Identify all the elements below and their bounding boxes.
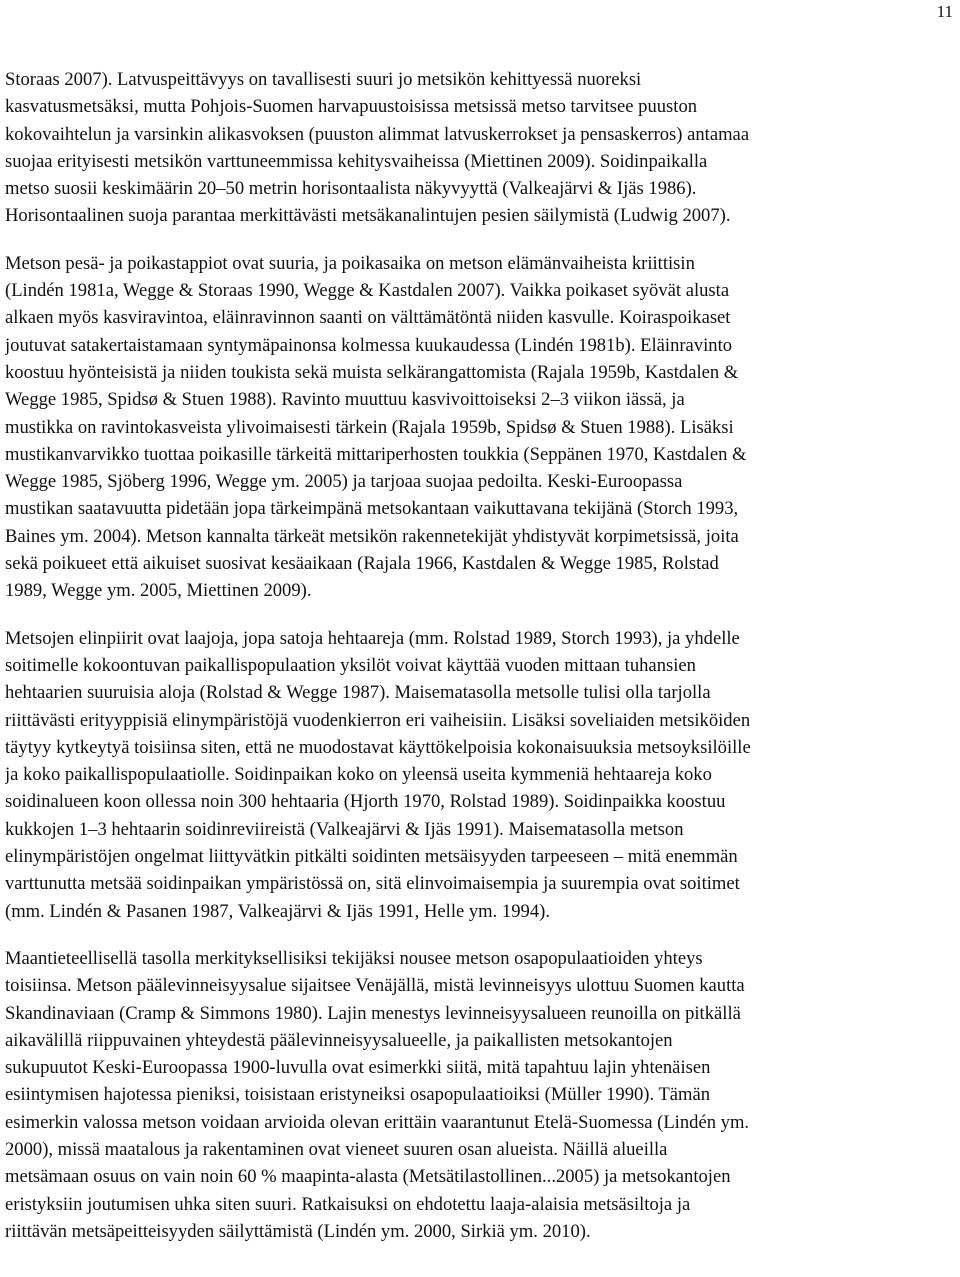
text-line: 1989, Wegge ym. 2005, Miettinen 2009). [5, 580, 312, 602]
text-line: (Lindén 1981a, Wegge & Storaas 1990, Wegge & Kastdalen 2007). Vaikka poikaset syövät alusta [5, 280, 730, 302]
text-line: riittävän metsäpeitteisyyden säilyttämistä (Lindén ym. 2000, Sirkiä ym. 2010). [5, 1220, 591, 1242]
text-line: Horisontaalinen suoja parantaa merkittävästi metsäkanalintujen pesien säilymistä (Ludwig 2007). [5, 205, 731, 227]
text-line: suojaa erityisesti metsikön varttuneemmissa kehitysvaiheissa (Miettinen 2009). Soidinpaikalla [5, 150, 708, 172]
text-line: mustikanvarvikko tuottaa poikasille tärkeitä mittariperhosten toukkia (Seppänen 1970, Kastdalen & [5, 443, 747, 465]
text-line: Metson pesä- ja poikastappiot ovat suuria, ja poikasaika on metson elämänvaiheista kriittisin [5, 252, 695, 274]
text-line: aikavälillä riippuvainen yhteydestä päälevinneisyysalueelle, ja paikallisten metsokantojen [5, 1029, 673, 1051]
text-line: (mm. Lindén & Pasanen 1987, Valkeajärvi & Ijäs 1991, Helle ym. 1994). [5, 900, 550, 922]
text-line: hehtaarien suuruisia aloja (Rolstad & Wegge 1987). Maisematasolla metsolle tulisi olla tarjolla [5, 682, 711, 704]
paragraph-home-ranges [5, 625, 960, 925]
text-line: Maantieteellisellä tasolla merkityksellisiksi tekijäksi nousee metson osapopulaatioiden yhteys [5, 947, 703, 969]
text-line: Wegge 1985, Sjöberg 1996, Wegge ym. 2005) ja tarjoaa suojaa pedoilta. Keski-Euroopassa [5, 471, 683, 493]
document-body [5, 66, 960, 1245]
text-line: sukupuutot Keski-Euroopassa 1900-luvulla ovat esimerkki siitä, mitä tapahtuu lajin yhtenäisen [5, 1057, 711, 1079]
text-line: mustikka on ravintokasveista ylivoimaisesti tärkein (Rajala 1959b, Spidsø & Stuen 1988). Lisäksi [5, 416, 734, 438]
text-line: kasvatusmetsäksi, mutta Pohjois-Suomen harvapuustoisissa metsissä metso tarvitsee puuston [5, 96, 698, 118]
text-line: alkaen myös kasviravintoa, eläinravinnon saanti on välttämätöntä niiden kasvulle. Koiraspoikaset [5, 307, 731, 329]
text-line: kokovaihtelun ja varsinkin alikasvoksen (puuston alimmat latvuskerrokset ja pensaskerros) antamaa [5, 123, 750, 145]
text-line: Wegge 1985, Spidsø & Stuen 1988). Ravinto muuttuu kasvivoittoiseksi 2–3 viikon iässä, ja [5, 389, 685, 411]
text-line: varttunutta metsää soidinpaikan ympäristössä on, sitä elinvoimaisempia ja suurempia ovat soitimet [5, 873, 740, 895]
text-line: ja koko paikallispopulaatiolle. Soidinpaikan koko on yleensä useita kymmeniä hehtaareja koko [5, 764, 712, 786]
paragraph-brood-ecology [5, 250, 960, 605]
text-line: joutuvat satakertaistamaan syntymäpainonsa kolmessa kuukaudessa (Lindén 1981b). Eläinravinto [5, 334, 733, 356]
text-line: esimerkin valossa metson voidaan arvioida olevan erittäin vaarantunut Etelä-Suomessa (Lindén ym. [5, 1111, 750, 1133]
text-line: Baines ym. 2004). Metson kannalta tärkeät metsikön rakennetekijät yhdistyvät korpimetsissä, joita [5, 525, 739, 547]
text-line: soitimelle kokoontuvan paikallispopulaation yksilöt voivat käyttää vuoden mittaan tuhansien [5, 654, 696, 676]
text-line: elinympäristöjen ongelmat liittyvätkin pitkälti soidinten metsäisyyden tarpeeseen – mitä enemmän [5, 846, 738, 868]
text-line: täytyy kytkeytyä toisiinsa siten, että ne muodostavat käyttökelpoisia kokonaisuuksia metsoyksilöille [5, 736, 751, 758]
text-line: Storaas 2007). Latvuspeittävyys on tavallisesti suuri jo metsikön kehittyessä nuoreksi [5, 69, 642, 90]
text-line: mustikan saatavuutta pidetään jopa tärkeimpänä metsokantaan vaikuttavana tekijänä (Storch 1993, [5, 498, 739, 520]
text-line: 2000), missä maatalous ja rakentaminen ovat vieneet suuren osan alueista. Näillä alueilla [5, 1138, 668, 1160]
text-line: metsämaan osuus on vain noin 60 % maapinta-alasta (Metsätilastollinen...2005) ja metsokantojen [5, 1166, 731, 1188]
text-line: toisiinsa. Metson päälevinneisyysalue sijaitsee Venäjällä, mistä levinneisyys ulottuu Suomen kautta [5, 975, 745, 997]
paragraph-geographic-scale [5, 945, 960, 1245]
text-line: Metsojen elinpiirit ovat laajoja, jopa satoja hehtaareja (mm. Rolstad 1989, Storch 1993), ja yhdelle [5, 627, 740, 649]
text-line: koostuu hyönteisistä ja niiden toukista sekä muista selkärangattomista (Rajala 1959b, Kastdalen & [5, 361, 739, 383]
text-line: sekä poikueet että aikuiset suosivat kesäaikaan (Rajala 1966, Kastdalen & Wegge 1985, Rolstad [5, 553, 719, 575]
text-line: soidinalueen koon ollessa noin 300 hehtaaria (Hjorth 1970, Rolstad 1989). Soidinpaikka koostuu [5, 791, 726, 813]
text-line: eristyksiin joutumisen uhka siten suuri. Ratkaisuksi on ehdotettu laaja-alaisia metsäsiltoja ja [5, 1193, 691, 1215]
paragraph-forest-structure [5, 66, 960, 230]
text-line: riittävästi erityyppisiä elinympäristöjä vuodenkierron eri vaiheisiin. Lisäksi soveliaiden metsiköiden [5, 709, 751, 731]
text-line: kukkojen 1–3 hehtaarin soidinreviireistä (Valkeajärvi & Ijäs 1991). Maisematasolla metson [5, 818, 684, 840]
text-line: esiintymisen hajotessa pieniksi, toisistaan eristyneiksi osapopulaatioiksi (Müller 1990). Tämän [5, 1084, 711, 1106]
text-line: Skandinaviaan (Cramp & Simmons 1980). Lajin menestys levinneisyysalueen reunoilla on pitkällä [5, 1002, 741, 1024]
text-line: metso suosii keskimäärin 20–50 metrin horisontaalista näkyvyyttä (Valkeajärvi & Ijäs 1986). [5, 178, 697, 200]
page-number: 11 [936, 2, 953, 21]
